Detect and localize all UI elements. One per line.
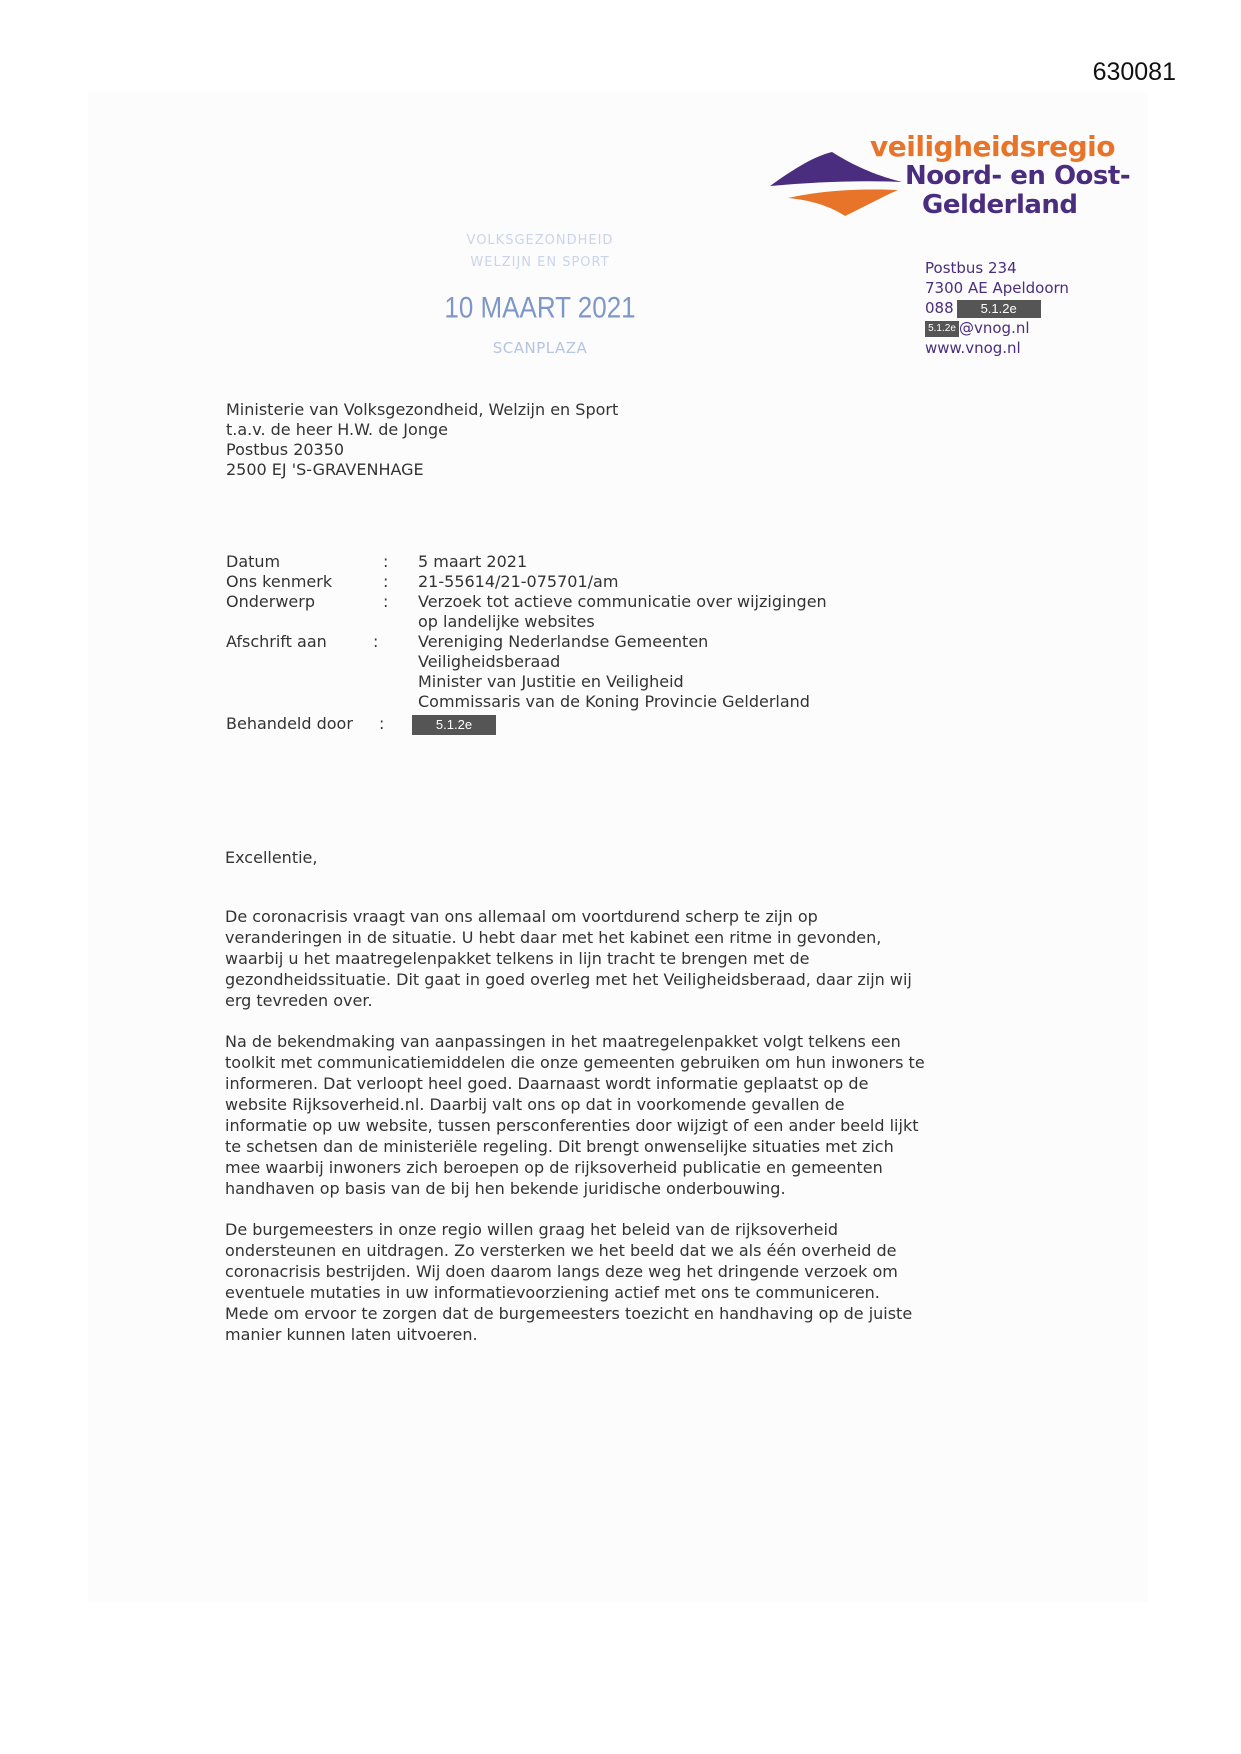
paragraph-3: De burgemeesters in onze regio willen graag het beleid van de rijksoverheid ondersteunen en uitdragen. Zo versterken we het beeld dat we als één overheid de coronacrisis bestrijden. Wij doen daarom langs deze weg het dringende verzoek om eventuele mutaties in uw informatievoorziening actief met ons te communiceren. Mede om ervoor te zorgen dat de burgemeesters toezicht en handhaving op de juiste manier kunnen laten uitvoeren.: [225, 1220, 913, 1344]
cc-value: Vereniging Nederlandse Gemeenten: [418, 632, 709, 651]
letter-body: [225, 847, 985, 1365]
colon: :: [383, 552, 389, 571]
reference-value: 21-55614/21-075701/am: [418, 572, 619, 591]
phone-prefix: 088: [925, 299, 954, 317]
paragraph-2: Na de bekendmaking van aanpassingen in het maatregelenpakket volgt telkens een toolkit met communicatiemiddelen die onze gemeenten gebruiken om hun inwoners te informeren. Dat verloopt heel goed. Daarnaast wordt informatie geplaatst op de website Rijksoverheid.nl. Daarbij valt ons op dat in voorkomende gevallen de informatie op uw website, tussen persconferenties door wijzigt of een ander beeld lijkt te schetsen dan de ministeriële regeling. Dit brengt onwenselijke situaties met zich mee waarbij inwoners zich beroepen op de rijksoverheid publicatie en gemeenten handhaven op basis van de bij hen bekende juridische onderbouwing.: [225, 1032, 925, 1198]
meta-row-date: [226, 552, 827, 572]
vnog-logo: [770, 128, 1131, 228]
sender-city: 7300 AE Apeldoorn: [925, 279, 1069, 297]
colon: :: [383, 592, 389, 611]
meta-row-subject: [226, 592, 827, 632]
sender-website: www.vnog.nl: [925, 339, 1021, 357]
sender-address: [925, 258, 1069, 358]
recipient-line: Postbus 20350: [226, 440, 345, 459]
recipient-line: Ministerie van Volksgezondheid, Welzijn en Sport: [226, 400, 619, 419]
handled-label: Behandeld door: [226, 714, 353, 733]
stamp-line-2: WELZIJN EN SPORT: [470, 255, 610, 270]
recipient-line: t.a.v. de heer H.W. de Jonge: [226, 420, 448, 439]
email-domain: @vnog.nl: [959, 319, 1030, 337]
reference-label: Ons kenmerk: [226, 572, 333, 591]
handled-redaction: 5.1.2e: [412, 715, 496, 735]
salutation: Excellentie,: [225, 848, 318, 867]
subject-value-line-1: Verzoek tot actieve communicatie over wijzigingen: [418, 592, 827, 611]
cc-value: Commissaris van de Koning Provincie Gelderland: [418, 692, 810, 711]
cc-value: Minister van Justitie en Veiligheid: [418, 672, 684, 691]
colon: :: [379, 714, 385, 733]
phone-redaction: 5.1.2e: [957, 300, 1041, 318]
paragraph-1: De coronacrisis vraagt van ons allemaal om voortdurend scherp te zijn op veranderingen in de situatie. U hebt daar met het kabinet een ritme in gevonden, waarbij u het maatregelenpakket telkens in lijn tracht te brengen met de gezondheidssituatie. Dit gaat in goed overleg met het Veiligheidsberaad, daar zijn wij erg tevreden over.: [225, 907, 912, 1010]
cc-label: Afschrift aan: [226, 632, 327, 651]
letter-metadata: [226, 552, 827, 735]
logo-line-3: Gelderland: [922, 190, 1078, 220]
meta-row-handled: [226, 714, 827, 735]
subject-value-line-2: op landelijke websites: [418, 612, 595, 631]
logo-line-2: Noord- en Oost-: [905, 161, 1131, 191]
stamp-date: 10 MAART 2021: [444, 289, 636, 325]
logo-line-1: veiligheidsregio: [870, 130, 1115, 163]
colon: :: [373, 632, 379, 651]
received-stamp: [440, 230, 640, 357]
email-redaction: 5.1.2e: [925, 321, 959, 337]
subject-label: Onderwerp: [226, 592, 315, 611]
cc-value: Veiligheidsberaad: [418, 652, 561, 671]
meta-row-cc: [226, 632, 827, 712]
date-label: Datum: [226, 552, 281, 571]
document-number: 630081: [1092, 58, 1176, 86]
recipient-address: [226, 400, 618, 480]
colon: :: [383, 572, 389, 591]
date-value: 5 maart 2021: [418, 552, 528, 571]
stamp-line-1: VOLKSGEZONDHEID: [466, 233, 614, 248]
sender-postbus: Postbus 234: [925, 259, 1017, 277]
sender-phone: [925, 298, 1069, 318]
stamp-location: SCANPLAZA: [492, 339, 588, 357]
sender-email: [925, 318, 1069, 338]
meta-row-reference: [226, 572, 827, 592]
recipient-line: 2500 EJ 'S-GRAVENHAGE: [226, 460, 424, 479]
